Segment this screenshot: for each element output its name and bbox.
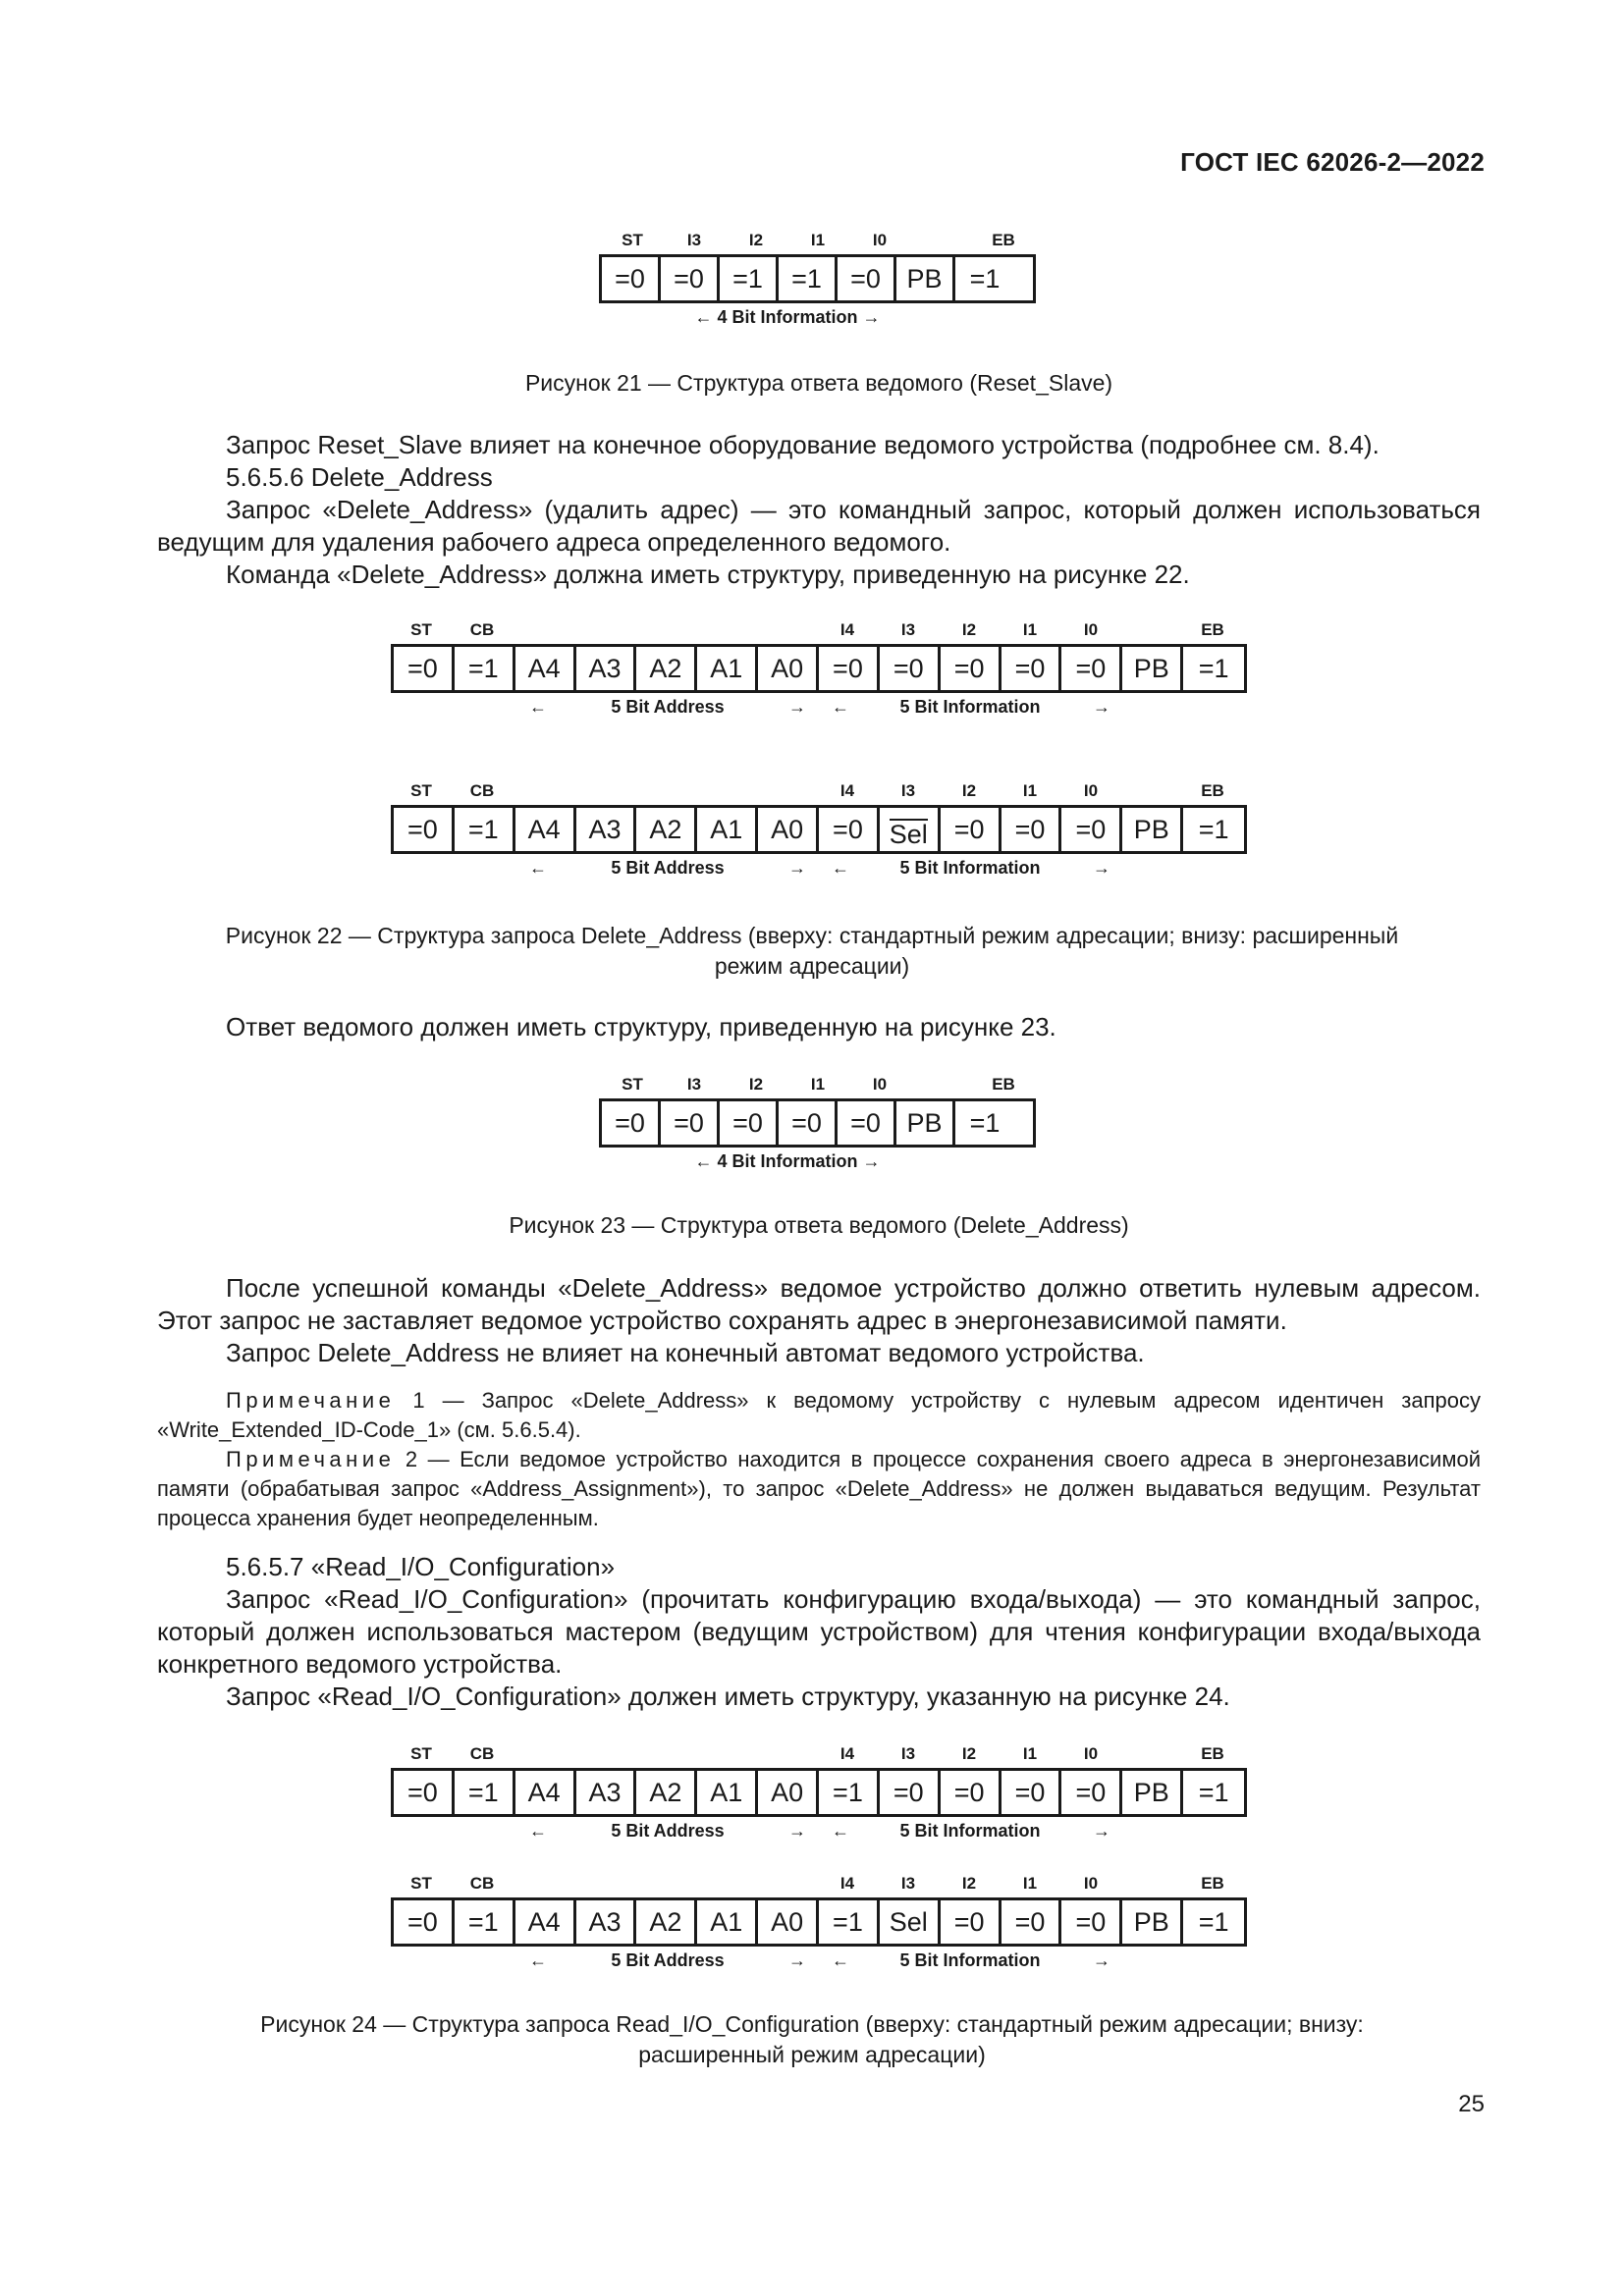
- bit-cell: =0: [602, 1101, 661, 1145]
- bit-cell: PB: [1122, 647, 1183, 690]
- bit-cell: =0: [661, 257, 720, 300]
- paragraph: Запрос Delete_Address не влияет на конечный автомат ведомого устройства.: [226, 1338, 1145, 1367]
- bit-cell: A2: [636, 647, 697, 690]
- bit-cell: A2: [636, 808, 697, 851]
- bit-label: I2: [748, 231, 764, 249]
- caption-line: Рисунок 22 — Структура запроса Delete_Address (вверху: стандартный режим адресации; внизу: расширенный: [225, 923, 1399, 948]
- bit-cell: A1: [697, 1900, 758, 1944]
- left-arrow-icon: ←: [832, 697, 849, 717]
- bit-label: I4: [839, 1874, 855, 1893]
- bit-cell: =1: [819, 1900, 880, 1944]
- address-range-label: 5 Bit Address: [611, 1821, 725, 1841]
- right-arrow-icon: →: [1093, 858, 1110, 878]
- bit-label: I3: [686, 231, 702, 249]
- figure-21-caption: Рисунок 21 — Структура ответа ведомого (Reset_Slave): [524, 370, 1113, 396]
- bit-cell: =0: [819, 808, 880, 851]
- bit-cell: =0: [1061, 808, 1122, 851]
- bit-label: I2: [961, 1744, 977, 1763]
- bit-cell: PB: [1122, 1771, 1183, 1814]
- bit-label: I1: [1022, 1744, 1038, 1763]
- bit-label: I0: [872, 231, 888, 249]
- range-labels: [391, 693, 1247, 722]
- bit-cell: =1: [1198, 1906, 1229, 1937]
- bit-cells: [391, 1768, 1247, 1817]
- bit-cell: =0: [394, 808, 455, 851]
- note-text: 1 — Запрос «Delete_Address» к ведомому устройству с нулевым адресом идентичен запросу «Write_Extended_ID-Code_1» (см. 5.6.5.4).: [157, 1388, 1481, 1442]
- bit-cell: =0: [1001, 1771, 1062, 1814]
- bit-cell: A3: [576, 808, 637, 851]
- bit-label: EB: [1201, 1874, 1224, 1893]
- bit-label: I1: [1022, 1874, 1038, 1893]
- bit-label: I0: [1083, 781, 1099, 800]
- bit-label: ST: [622, 231, 643, 249]
- info-range-label: 5 Bit Information: [899, 1950, 1041, 1970]
- paragraph: Запрос «Read_I/O_Configuration» должен иметь структуру, указанную на рисунке 24.: [226, 1682, 1230, 1711]
- paragraph: Ответ ведомого должен иметь структуру, приведенную на рисунке 23.: [226, 1012, 1056, 1041]
- range-labels: [391, 854, 1247, 883]
- bit-cell: =0: [720, 1101, 779, 1145]
- bit-cell: =1: [455, 1771, 515, 1814]
- right-arrow-icon: →: [1093, 1950, 1110, 1970]
- info-text: 4 Bit Information: [717, 1151, 858, 1171]
- section-heading: 5.6.5.6 Delete_Address: [226, 462, 493, 492]
- range-labels: [391, 1947, 1247, 1976]
- right-arrow-icon: →: [788, 1950, 806, 1970]
- bit-cell: =1: [969, 1107, 1001, 1138]
- address-range-label: 5 Bit Address: [611, 697, 725, 717]
- bit-label: EB: [1201, 781, 1224, 800]
- left-arrow-icon: ←: [529, 858, 547, 878]
- bit-label: I0: [1083, 1874, 1099, 1893]
- bit-label: I3: [900, 781, 916, 800]
- bit-cell: A4: [515, 1771, 576, 1814]
- bit-label: EB: [1201, 620, 1224, 639]
- bit-label: I3: [900, 1744, 916, 1763]
- bit-cell: =0: [1061, 647, 1122, 690]
- right-arrow-icon: →: [788, 697, 806, 717]
- bit-cell: =0: [941, 1771, 1001, 1814]
- bit-label: I2: [748, 1075, 764, 1094]
- info-range-label: ← 4 Bit Information →: [694, 307, 881, 327]
- page-header: ГОСТ IEC 62026-2—2022: [1180, 147, 1485, 177]
- bit-cell: =1: [455, 647, 515, 690]
- bit-cell-sel: [880, 808, 941, 851]
- figure-24-extended-diagram: [391, 1874, 1247, 1976]
- bit-cell: =0: [394, 1900, 455, 1944]
- bit-cell: A1: [697, 1771, 758, 1814]
- bit-cell: =0: [941, 1900, 1001, 1944]
- bit-cell: =0: [838, 1101, 896, 1145]
- bit-label: I2: [961, 620, 977, 639]
- figure-23-diagram: [599, 1075, 1036, 1177]
- bit-cell: A3: [576, 1771, 637, 1814]
- bit-cell: A3: [576, 1900, 637, 1944]
- bit-cell: =0: [941, 808, 1001, 851]
- bit-cell: A0: [758, 1900, 819, 1944]
- bit-cell: =0: [394, 1771, 455, 1814]
- left-arrow-icon: ←: [832, 1821, 849, 1841]
- bit-cell: =1: [1198, 814, 1229, 844]
- paragraph: После успешной команды «Delete_Address» ведомое устройство должно ответить нулевым адресом. Этот запрос не заставляет ведомое устройство сохранять адрес в энергонезависимой памяти.: [157, 1273, 1481, 1335]
- bit-label: I1: [1022, 781, 1038, 800]
- bit-label: I2: [961, 781, 977, 800]
- left-arrow-icon: ←: [529, 697, 547, 717]
- bit-cell: =1: [779, 257, 838, 300]
- figure-21-diagram: [599, 231, 1036, 333]
- bit-cell: =0: [1001, 647, 1062, 690]
- bit-cell: =0: [838, 257, 896, 300]
- paragraph: Запрос «Read_I/O_Configuration» (прочитать конфигурацию входа/выхода) — это командный запрос, который должен использоваться мастером (ведущим устройством) для чтения конфигурации входа/выхода конкретного ведомого устройства.: [157, 1584, 1481, 1679]
- bit-label: CB: [469, 781, 495, 800]
- bit-labels: [599, 231, 1036, 254]
- bit-label: I0: [872, 1075, 888, 1094]
- bit-cell: =0: [394, 647, 455, 690]
- bit-cell: =0: [1001, 808, 1062, 851]
- caption-line: Рисунок 24 — Структура запроса Read_I/O_Configuration (вверху: стандартный режим адресации; внизу:: [260, 2011, 1364, 2037]
- figure-22-standard-diagram: [391, 620, 1247, 722]
- bit-cell: PB: [896, 1101, 955, 1145]
- bit-cell: =0: [880, 1771, 941, 1814]
- section-heading: 5.6.5.7 «Read_I/O_Configuration»: [226, 1552, 616, 1581]
- bit-cell: A4: [515, 808, 576, 851]
- info-range-label: 5 Bit Information: [899, 858, 1041, 878]
- bit-cell: PB: [1122, 808, 1183, 851]
- info-range: [599, 1148, 1036, 1177]
- figure-23-caption: Рисунок 23 — Структура ответа ведомого (Delete_Address): [509, 1212, 1129, 1238]
- range-labels: [391, 1817, 1247, 1846]
- bit-cells: [599, 254, 1036, 303]
- bit-cell: A0: [758, 647, 819, 690]
- bit-cell: =1: [720, 257, 779, 300]
- page-number: 25: [1458, 2091, 1485, 2117]
- bit-label: I1: [810, 231, 826, 249]
- figure-22-extended-diagram: [391, 781, 1247, 883]
- bit-cell: =1: [969, 263, 1001, 294]
- bit-label: ST: [410, 781, 432, 800]
- bit-cells: [391, 805, 1247, 854]
- bit-cell: =0: [779, 1101, 838, 1145]
- info-range-label: 5 Bit Information: [899, 1821, 1041, 1841]
- info-range-label: ← 4 Bit Information →: [694, 1151, 881, 1171]
- bit-cell: =1: [455, 1900, 515, 1944]
- bit-cell: =0: [1001, 1900, 1062, 1944]
- bit-labels: [391, 781, 1247, 805]
- bit-cell: =0: [880, 647, 941, 690]
- bit-cell: A2: [636, 1771, 697, 1814]
- bit-label: I1: [810, 1075, 826, 1094]
- bit-cell: A3: [576, 647, 637, 690]
- paragraph: Запрос «Delete_Address» (удалить адрес) — это командный запрос, который должен использоваться ведущим для удаления рабочего адреса определенного ведомого.: [157, 495, 1481, 557]
- left-arrow-icon: ←: [529, 1821, 547, 1841]
- bit-cell: PB: [896, 257, 955, 300]
- bit-cell: =0: [1061, 1771, 1122, 1814]
- bit-label: I0: [1083, 1744, 1099, 1763]
- bit-label: I4: [839, 1744, 855, 1763]
- bit-label: ST: [410, 1744, 432, 1763]
- sel-text: Sel: [889, 820, 928, 849]
- bit-label: ST: [410, 620, 432, 639]
- bit-label: CB: [469, 620, 495, 639]
- bit-cell: =0: [1061, 1900, 1122, 1944]
- bit-label: I0: [1083, 620, 1099, 639]
- bit-cell: A4: [515, 647, 576, 690]
- bit-cell: A4: [515, 1900, 576, 1944]
- bit-labels: [391, 620, 1247, 644]
- bit-cells: [391, 1897, 1247, 1947]
- bit-labels: [391, 1744, 1247, 1768]
- note-label: Примечание: [226, 1388, 396, 1413]
- bit-labels: [391, 1874, 1247, 1897]
- bit-cell: =1: [1198, 653, 1229, 683]
- bit-cell: =1: [455, 808, 515, 851]
- bit-cell: =1: [819, 1771, 880, 1814]
- bit-label: CB: [469, 1874, 495, 1893]
- bit-cell: A2: [636, 1900, 697, 1944]
- left-arrow-icon: ←: [832, 858, 849, 878]
- bit-label: I4: [839, 781, 855, 800]
- note-text: 2 — Если ведомое устройство находится в процессе сохранения своего адреса в энергонезависимой памяти (обрабатывая запрос «Address_Assignment»), то запрос «Delete_Address» не должен выдаваться ведущим. Результат процесса хранения будет неопределенным.: [157, 1447, 1481, 1530]
- left-arrow-icon: ←: [529, 1950, 547, 1970]
- figure-22-caption: [137, 921, 1487, 982]
- bit-cell: A0: [758, 1771, 819, 1814]
- bit-label: EB: [1201, 1744, 1224, 1763]
- bit-cell: =0: [661, 1101, 720, 1145]
- bit-label: I3: [900, 1874, 916, 1893]
- note-1: [157, 1386, 1481, 1445]
- bit-cells: [391, 644, 1247, 693]
- bit-cell: =0: [941, 647, 1001, 690]
- right-arrow-icon: →: [788, 1821, 806, 1841]
- bit-label: I3: [900, 620, 916, 639]
- bit-label: I1: [1022, 620, 1038, 639]
- caption-line: расширенный режим адресации): [638, 2042, 986, 2067]
- figure-24-standard-diagram: [391, 1744, 1247, 1846]
- address-range-label: 5 Bit Address: [611, 1950, 725, 1970]
- bit-label: ST: [622, 1075, 643, 1094]
- bit-cell: A0: [758, 808, 819, 851]
- bit-label: I2: [961, 1874, 977, 1893]
- bit-label: ST: [410, 1874, 432, 1893]
- bit-label: I4: [839, 620, 855, 639]
- bit-cell: =1: [1198, 1777, 1229, 1807]
- bit-cell: PB: [1122, 1900, 1183, 1944]
- note-2: [157, 1445, 1481, 1533]
- caption-line: режим адресации): [714, 953, 910, 979]
- left-arrow-icon: ←: [832, 1950, 849, 1970]
- bit-cell: =0: [602, 257, 661, 300]
- bit-label: I3: [686, 1075, 702, 1094]
- bit-label: EB: [992, 231, 1015, 249]
- bit-labels: [599, 1075, 1036, 1098]
- bit-cell-sel: Sel: [880, 1900, 941, 1944]
- bit-cell: A1: [697, 808, 758, 851]
- paragraph: Запрос Reset_Slave влияет на конечное оборудование ведомого устройства (подробнее см. 8.4).: [226, 430, 1380, 459]
- info-range-label: 5 Bit Information: [899, 697, 1041, 717]
- bit-cell: A1: [697, 647, 758, 690]
- right-arrow-icon: →: [1093, 697, 1110, 717]
- bit-label: CB: [469, 1744, 495, 1763]
- bit-cells: [599, 1098, 1036, 1148]
- right-arrow-icon: →: [788, 858, 806, 878]
- info-text: 4 Bit Information: [717, 307, 858, 327]
- info-range: [599, 303, 1036, 333]
- address-range-label: 5 Bit Address: [611, 858, 725, 878]
- bit-label: EB: [992, 1075, 1015, 1094]
- bit-cell: =0: [819, 647, 880, 690]
- right-arrow-icon: →: [1093, 1821, 1110, 1841]
- figure-24-caption: [137, 2009, 1487, 2070]
- paragraph: Команда «Delete_Address» должна иметь структуру, приведенную на рисунке 22.: [226, 560, 1190, 589]
- note-label: Примечание: [226, 1447, 396, 1471]
